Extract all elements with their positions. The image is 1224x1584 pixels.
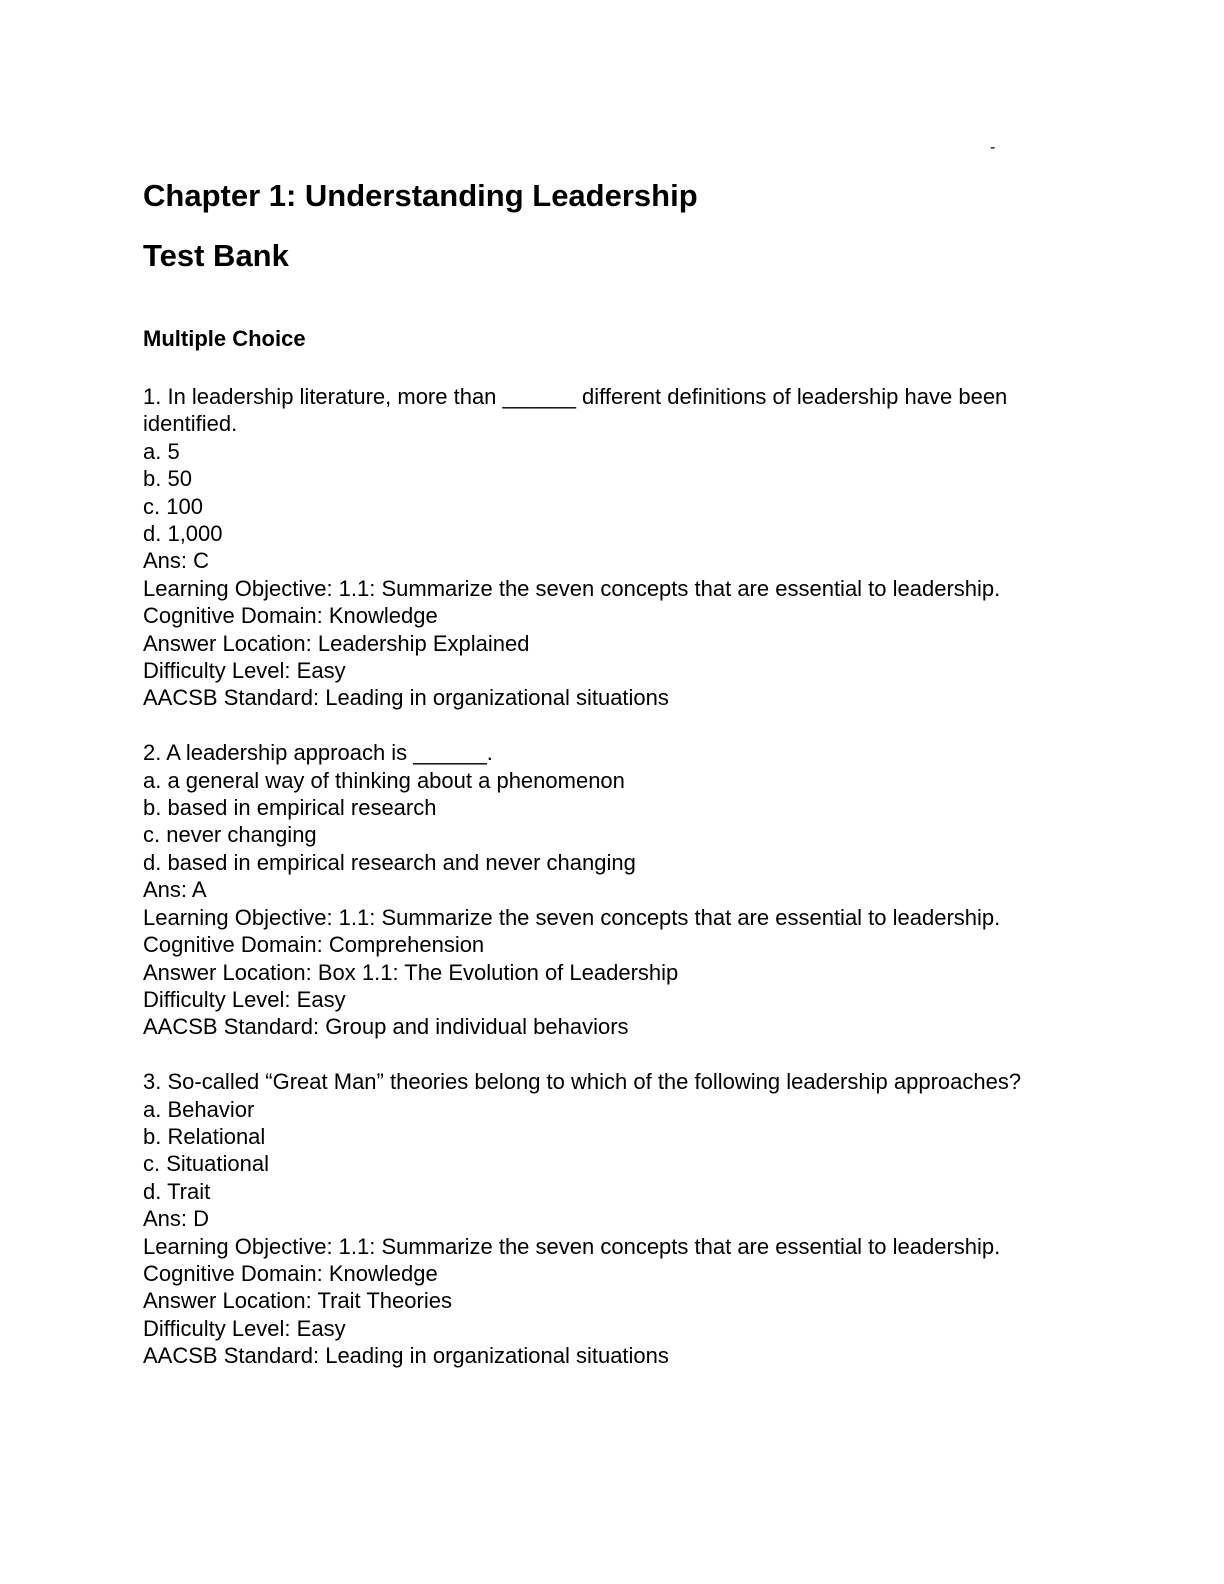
aacsb-standard: AACSB Standard: Leading in organizational situations bbox=[143, 685, 669, 711]
option-a: a. a general way of thinking about a phenomenon bbox=[143, 767, 625, 793]
learning-objective: Learning Objective: 1.1: Summarize the seven concepts that are essential to leadership. bbox=[143, 904, 1001, 930]
answer: Ans: C bbox=[143, 548, 210, 574]
difficulty-level: Difficulty Level: Easy bbox=[143, 986, 346, 1012]
answer-location: Answer Location: Box 1.1: The Evolution of Leadership bbox=[143, 959, 679, 985]
question-stem: 2. A leadership approach is ______. bbox=[143, 740, 493, 766]
option-b: b. 50 bbox=[143, 466, 192, 492]
option-d: d. based in empirical research and never changing bbox=[143, 849, 636, 875]
option-d: d. 1,000 bbox=[143, 521, 223, 547]
question-stem: 3. So-called “Great Man” theories belong to which of the following leadership approaches? bbox=[143, 1069, 1022, 1095]
cognitive-domain: Cognitive Domain: Knowledge bbox=[143, 1260, 438, 1286]
question-2 bbox=[143, 739, 1143, 1040]
document-subtitle: Test Bank bbox=[143, 238, 289, 273]
answer: Ans: A bbox=[143, 877, 207, 903]
difficulty-level: Difficulty Level: Easy bbox=[143, 658, 346, 684]
option-c: c. never changing bbox=[143, 822, 317, 848]
option-b: b. based in empirical research bbox=[143, 795, 437, 821]
chapter-title: Chapter 1: Understanding Leadership bbox=[143, 178, 698, 213]
question-stem: 1. In leadership literature, more than ______ different definitions of leadership have been identified. bbox=[143, 384, 1014, 437]
aacsb-standard: AACSB Standard: Group and individual behaviors bbox=[143, 1014, 629, 1040]
option-d: d. Trait bbox=[143, 1178, 211, 1204]
option-a: a. Behavior bbox=[143, 1096, 255, 1122]
section-heading: Multiple Choice bbox=[143, 326, 306, 351]
aacsb-standard: AACSB Standard: Leading in organizational situations bbox=[143, 1343, 669, 1369]
option-b: b. Relational bbox=[143, 1123, 266, 1149]
learning-objective: Learning Objective: 1.1: Summarize the seven concepts that are essential to leadership. bbox=[143, 575, 1001, 601]
question-1 bbox=[143, 383, 1143, 712]
option-a: a. 5 bbox=[143, 438, 180, 464]
cognitive-domain: Cognitive Domain: Knowledge bbox=[143, 603, 438, 629]
option-c: c. Situational bbox=[143, 1151, 269, 1177]
learning-objective: Learning Objective: 1.1: Summarize the seven concepts that are essential to leadership. bbox=[143, 1233, 1001, 1259]
document-content bbox=[143, 176, 1143, 1370]
cognitive-domain: Cognitive Domain: Comprehension bbox=[143, 932, 485, 958]
difficulty-level: Difficulty Level: Easy bbox=[143, 1315, 346, 1341]
option-c: c. 100 bbox=[143, 493, 203, 519]
corner-mark: - bbox=[990, 139, 996, 156]
answer: Ans: D bbox=[143, 1206, 210, 1232]
answer-location: Answer Location: Trait Theories bbox=[143, 1288, 452, 1314]
question-3 bbox=[143, 1068, 1143, 1369]
answer-location: Answer Location: Leadership Explained bbox=[143, 630, 530, 656]
